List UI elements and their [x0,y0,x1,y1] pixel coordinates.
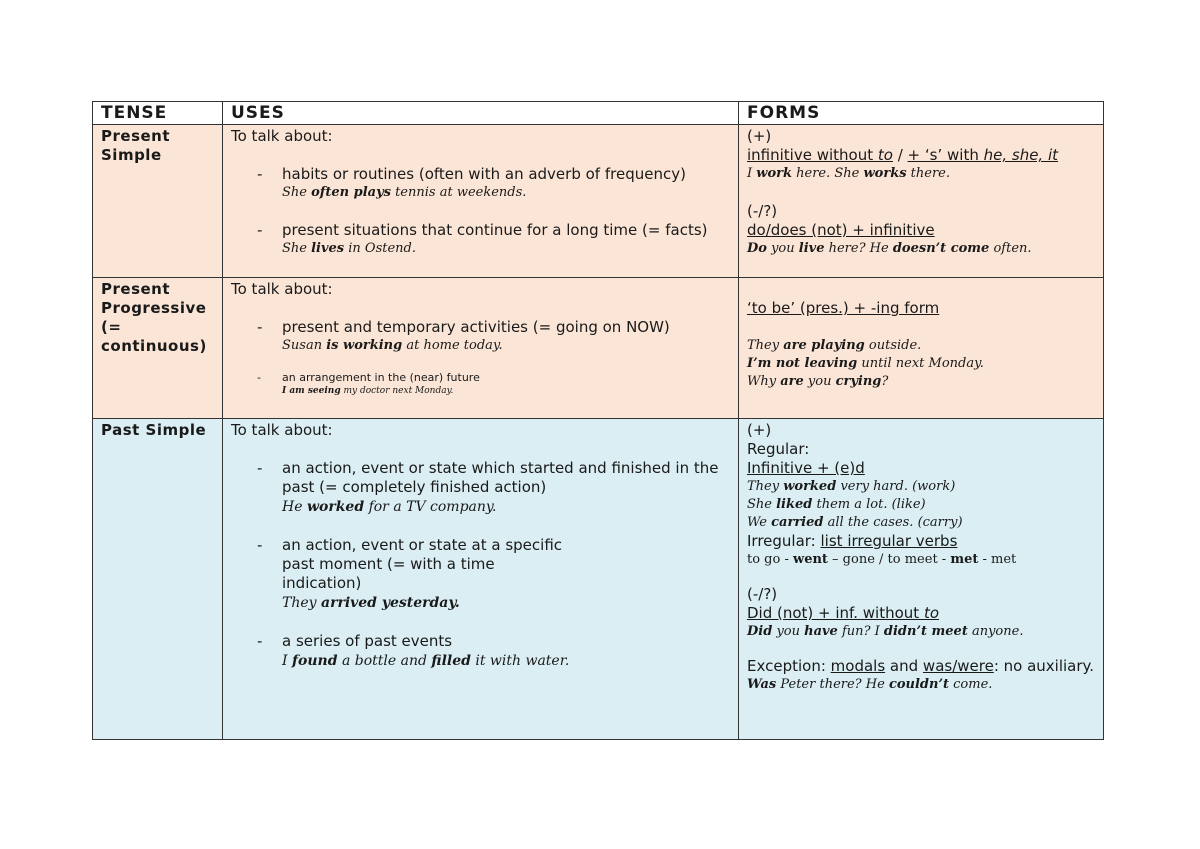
tense-cell: Past Simple [93,419,223,740]
irregular-verbs-link[interactable]: list irregular verbs [820,532,958,550]
use-item: - a series of past events I found a bottle and filled it with water. [231,632,730,671]
negative-label: (-/?) [747,202,778,220]
example: Susan is working at home today. [282,338,503,353]
example: They worked very hard. (work) [747,479,956,494]
example: Did you have fun? I didn’t meet anyone. [747,624,1024,639]
form-rule: infinitive without to / + ‘s’ with he, she, it [747,146,1059,164]
tense-cell: Present Simple [93,125,223,278]
example: I work here. She works there. [747,166,950,181]
example: Do you live here? He doesn’t come often. [747,241,1032,256]
row-past-simple [93,419,1104,740]
row-present-progressive [93,278,1104,419]
example: She lives in Ostend. [282,241,417,256]
uses-cell [223,419,739,740]
example: They are playing outside. [747,338,922,353]
use-item: - an action, event or state which started and finished in the past (= completely finished action) He worked for a TV company. [231,459,730,536]
form-rule: do/does (not) + infinitive [747,221,935,239]
uses-intro: To talk about: [231,280,333,298]
example: She often plays tennis at weekends. [282,185,527,200]
header-uses: USES [223,102,739,125]
example: We carried all the cases. (carry) [747,515,963,530]
tense-cell: Present Progressive (= continuous) [93,278,223,419]
uses-list [231,165,730,258]
uses-cell [223,278,739,419]
header-tense: TENSE [93,102,223,125]
uses-intro: To talk about: [231,127,333,145]
example: She liked them a lot. (like) [747,497,926,512]
use-item: - habits or routines (often with an adverb of frequency) She often plays tennis at weekends. [231,165,730,221]
example: He worked for a TV company. [282,499,497,515]
use-item: - an action, event or state at a specific past moment (= with a time indication) They arrived yesterday. [231,536,730,632]
example: Why are you crying? [747,374,889,389]
example: I am seeing my doctor next Monday. [282,386,454,396]
example: I’m not leaving until next Monday. [747,356,984,371]
use-item: - an arrangement in the (near) future I am seeing my doctor next Monday. [231,371,730,397]
example: Was Peter there? He couldn’t come. [747,677,993,692]
tenses-table [92,101,1104,740]
header-row [93,102,1104,125]
row-present-simple [93,125,1104,278]
use-item: - present situations that continue for a long time (= facts) She lives in Ostend. [231,221,730,258]
exception-note: Exception: modals and was/were: no auxiliary. [747,657,1095,675]
uses-intro: To talk about: [231,421,333,439]
negative-label: (-/?) [747,585,778,603]
forms-cell [739,278,1104,419]
use-item: - present and temporary activities (= going on NOW) Susan is working at home today. [231,318,730,371]
forms-cell [739,125,1104,278]
uses-list [231,318,730,397]
forms-cell [739,419,1104,740]
regular-label: Regular: [747,440,810,458]
form-rule: Did (not) + inf. without to [747,604,940,622]
positive-label: (+) [747,421,772,439]
irregular-line: Irregular: list irregular verbs [747,532,958,550]
uses-list [231,459,730,671]
example: I found a bottle and filled it with water. [282,653,570,669]
header-forms: FORMS [739,102,1104,125]
form-rule: Infinitive + (e)d [747,459,865,477]
positive-label: (+) [747,127,772,145]
example: They arrived yesterday. [282,595,460,611]
example: to go - went – gone / to meet - met - met [747,552,1017,567]
form-rule: ‘to be’ (pres.) + -ing form [747,299,940,317]
uses-cell [223,125,739,278]
